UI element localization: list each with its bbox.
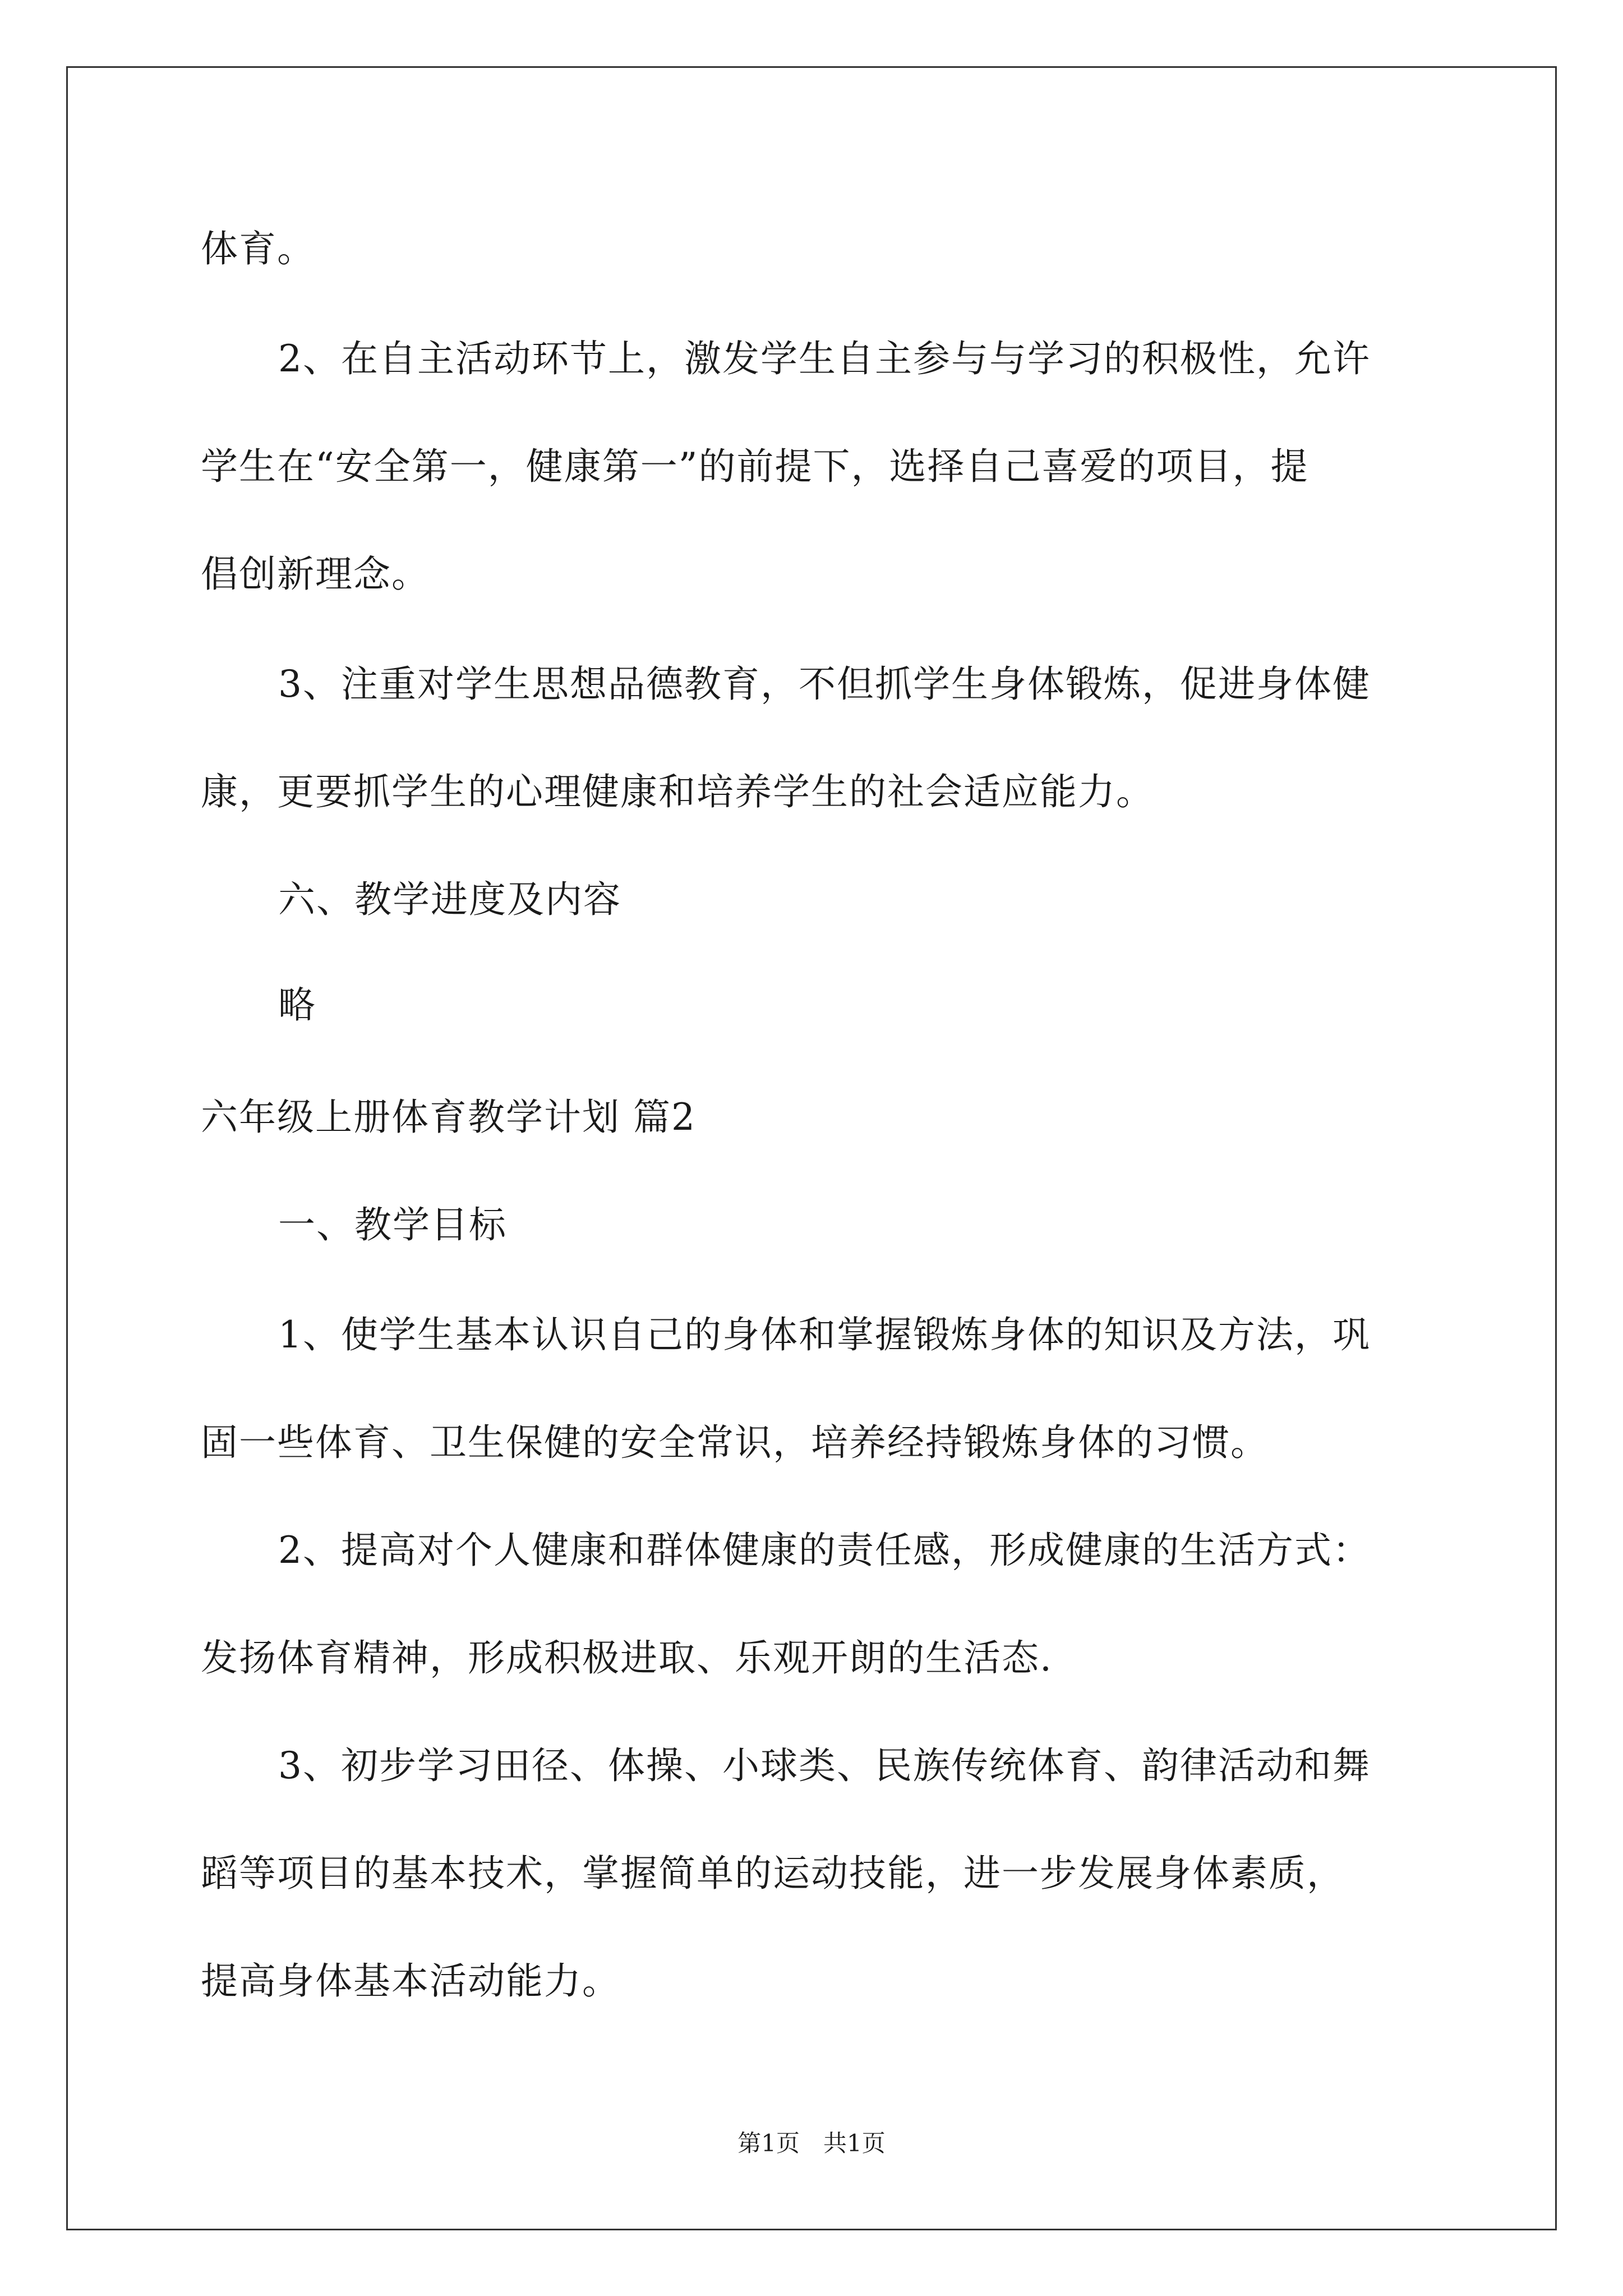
text-line: 发扬体育精神，形成积极进取、乐观开朗的生活态.	[201, 1636, 1053, 1680]
document-title: 六年级上册体育教学计划 篇2	[201, 1096, 696, 1139]
page-frame	[66, 66, 1557, 2230]
text-line: 体育。	[201, 227, 315, 270]
text-line: 略	[278, 983, 316, 1027]
text-line: 1、使学生基本认识自己的身体和掌握锻炼身体的知识及方法，巩	[278, 1313, 1371, 1356]
text-line: 2、在自主活动环节上，激发学生自主参与与学习的积极性，允许	[278, 337, 1371, 380]
text-line: 康，更要抓学生的心理健康和培养学生的社会适应能力。	[201, 770, 1154, 813]
text-line: 提高身体基本活动能力。	[201, 1959, 620, 2003]
text-line: 学生在“安全第一，健康第一”的前提下，选择自己喜爱的项目，提	[201, 445, 1309, 488]
text-line: 倡创新理念。	[201, 553, 430, 596]
text-line: 蹈等项目的基本技术，掌握简单的运动技能，进一步发展身体素质，	[201, 1852, 1345, 1895]
section-heading: 六、教学进度及内容	[278, 878, 621, 921]
text-line: 3、注重对学生思想品德教育，不但抓学生身体锻炼，促进身体健	[278, 662, 1371, 706]
text-line: 固一些体育、卫生保健的安全常识，培养经持锻炼身体的习惯。	[201, 1421, 1269, 1464]
text-line: 2、提高对个人健康和群体健康的责任感，形成健康的生活方式：	[278, 1529, 1371, 1572]
page-footer: 第1页 共1页	[737, 2129, 886, 2157]
section-heading: 一、教学目标	[278, 1203, 507, 1246]
text-line: 3、初步学习田径、体操、小球类、民族传统体育、韵律活动和舞	[278, 1744, 1371, 1787]
